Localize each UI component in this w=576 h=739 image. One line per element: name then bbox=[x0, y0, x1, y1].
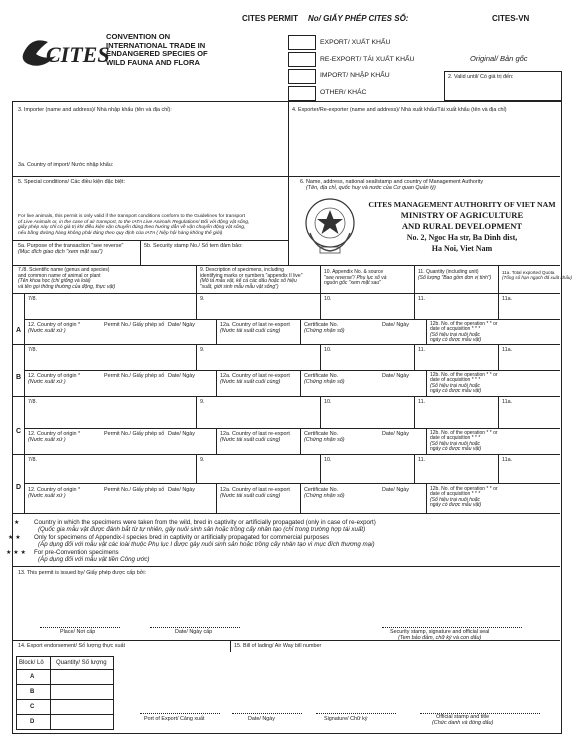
block-field-label: 11a. bbox=[502, 399, 513, 405]
authority-label-vi: (Tên, địa chỉ, quốc huy và nước của Cơ quan Quản lý) bbox=[306, 185, 436, 191]
col10-header: 10. Appendix No. & source "see reverse"/ Phụ lục số và nguồn gốc "xem mặt sau" bbox=[324, 269, 387, 287]
endorse-row-d: D bbox=[30, 719, 35, 725]
original-label: Original/ Bản gốc bbox=[470, 54, 528, 63]
quantity-input-d[interactable] bbox=[52, 716, 110, 728]
block-field-label: 7/8. bbox=[28, 347, 37, 353]
block-letter: B bbox=[16, 374, 22, 381]
other-checkbox[interactable] bbox=[288, 86, 316, 101]
permit-no-label: Permit No./ Giấy phép số bbox=[104, 322, 165, 328]
country-origin-label: 12. Country of origin * (Nước xuất xứ ) bbox=[28, 431, 81, 444]
block-field-label: 10. bbox=[324, 347, 332, 353]
date-label: Date/ Ngày bbox=[168, 431, 195, 437]
issued-by-label: 13. This permit is issued by/ Giấy phép được cấp bởi: bbox=[18, 570, 147, 576]
last-reexport-label: 12a. Country of last re-export (Nước tái xuất cuối cùng) bbox=[220, 487, 290, 500]
country-import-label: 3a. Country of import/ Nước nhập khẩu: bbox=[18, 162, 114, 168]
special-conditions-label: 5. Special conditions/ Các điều kiện đặc biệt: bbox=[18, 179, 125, 185]
date-label: Date/ Ngày bbox=[382, 322, 409, 328]
block-field-label: 7/8. bbox=[28, 457, 37, 463]
block-letter: C bbox=[16, 428, 22, 435]
block-field-label: 11. bbox=[418, 457, 426, 463]
country-origin-label: 12. Country of origin * (Nước xuất xứ ) bbox=[28, 373, 81, 386]
block-column-header: Block/ Lô bbox=[19, 660, 44, 666]
convention-title: CONVENTION ON INTERNATIONAL TRADE IN ENDANGERED SPECIES OF WILD FAUNA AND FLORA bbox=[106, 32, 208, 67]
logo-text: CITES bbox=[46, 42, 110, 67]
permit-number-label: No/ GIẤY PHÉP CITES SỐ: bbox=[308, 14, 409, 23]
bill-lading-label: 15. Bill of lading/ Air Way bill number bbox=[234, 643, 322, 649]
block-letter: A bbox=[16, 327, 22, 334]
block-field-label: 7/8. bbox=[28, 296, 37, 302]
export-endorsement-label: 14. Export endorsement/ Số lượng thực xuất bbox=[18, 643, 125, 649]
certificate-label: Certificate No. (Chứng nhận số) bbox=[304, 431, 345, 444]
block-field-label: 10. bbox=[324, 457, 332, 463]
block-field-label: 11. bbox=[418, 399, 426, 405]
block-field-label: 9. bbox=[200, 399, 205, 405]
cites-vn-label: CITES-VN bbox=[492, 14, 530, 23]
permit-no-label: Permit No./ Giấy phép số bbox=[104, 373, 165, 379]
certificate-label: Certificate No. (Chứng nhận số) bbox=[304, 322, 345, 335]
footnotes: ★ Country in which the specimens were taken from the wild, bred in captivity or artificially propagated (only in case of re-export) (Quốc gia mẫu vật được đánh bắt từ tự nhiên, gây nuôi sinh sản hoặc trồng cấy nhân tạo (chỉ trong trường hợp tái xuất) ★ ★ Only for specimens of Appendix-I species bred in captivity or artificially propagated for commercial purposes (Áp dụng đối với mẫu vật các loài thuộc Phụ lục I được gây nuôi sinh sản hoặc trồng cấy nhân tạo vì mục đích thương mại) ★ ★ ★ For pre-Convention specimens (Áp dụng đối với mẫu vật tiền Công ước) bbox=[6, 519, 376, 564]
quantity-input-a[interactable] bbox=[52, 671, 110, 683]
signature-label: Signature/ Chữ ký bbox=[324, 716, 368, 722]
operation-label: 12b. No. of the operation * * or date of acquisition * * * (Số hiệu trại nuôi hoặc ngày có được mẫu vật) bbox=[430, 430, 498, 453]
national-seal bbox=[302, 193, 358, 257]
purpose-label: 5a. Purpose of the transaction "see reverse" (Mục đích giao dịch "xem mặt sau") bbox=[18, 243, 124, 256]
live-animals-note: For live animals, this permit is only valid if the transport conditions conform to the Guidelines for transport of Live Animals or, in the case of air transport, to the IATA Live Animals Regulations/ Đối với động vật sống, giấy phép này chỉ có giá trị khi điều kiện vận chuyển đúng theo hướng dẫn về vận chuyển động vật sống, nếu bằng đường hàng không phải đúng theo quy định của IATA ( hiệp hội hàng không thế giới) bbox=[18, 214, 250, 236]
exporter-label: 4. Exporter/Re-exporter (name and address)/ Nhà xuất khẩu/Tái xuất khẩu (tên và địa chỉ) bbox=[292, 107, 507, 113]
block-field-label: 9. bbox=[200, 296, 205, 302]
date-label: Date/ Ngày bbox=[168, 487, 195, 493]
export-checkbox[interactable] bbox=[288, 35, 316, 50]
block-field-label: 10. bbox=[324, 296, 332, 302]
port-export-label: Port of Export/ Cảng xuất bbox=[144, 716, 205, 722]
block-field-label: 11a. bbox=[502, 347, 513, 353]
block-field-label: 9. bbox=[200, 457, 205, 463]
quantity-column-header: Quantity/ Số lượng bbox=[56, 660, 107, 666]
quantity-input-b[interactable] bbox=[52, 686, 110, 698]
authority-label: 6. Name, address, national seal/stamp and country of Management Authority bbox=[300, 179, 484, 185]
operation-label: 12b. No. of the operation * * or date of acquisition * * * (Số hiệu trại nuôi hoặc ngày có được mẫu vật) bbox=[430, 321, 498, 344]
block-field-label: 7/8. bbox=[28, 399, 37, 405]
last-reexport-label: 12a. Country of last re-export (Nước tái xuất cuối cùng) bbox=[220, 322, 290, 335]
certificate-label: Certificate No. (Chứng nhận số) bbox=[304, 373, 345, 386]
date-label: Date/ Ngày bbox=[382, 487, 409, 493]
date-label: Date/ Ngày bbox=[382, 373, 409, 379]
operation-label: 12b. No. of the operation * * or date of acquisition * * * (Số hiệu trại nuôi hoặc ngày có được mẫu vật) bbox=[430, 372, 498, 395]
security-stamp-label: 5b. Security stamp No./ Số tem đảm bảo: bbox=[144, 243, 243, 249]
block-field-label: 11a. bbox=[502, 296, 513, 302]
last-reexport-label: 12a. Country of last re-export (Nước tái xuất cuối cùng) bbox=[220, 431, 290, 444]
security-signature-label: Security stamp, signature and official seal (Tem bảo đảm, chữ ký và con dấu) bbox=[390, 629, 490, 642]
import-checkbox[interactable] bbox=[288, 69, 316, 84]
col11a-header: 11a. Total exported Quota (Tổng số hạn ngạch đã xuất khẩu) bbox=[502, 270, 572, 281]
cites-permit-label: CITES PERMIT bbox=[242, 14, 299, 23]
block-field-label: 10. bbox=[324, 399, 332, 405]
endorse-row-c: C bbox=[30, 704, 35, 710]
certificate-label: Certificate No. (Chứng nhận số) bbox=[304, 487, 345, 500]
exporter-field[interactable] bbox=[290, 115, 558, 173]
reexport-checkbox[interactable] bbox=[288, 52, 316, 67]
endorse-row-b: B bbox=[30, 689, 35, 695]
official-stamp-label: Official stamp and title (Chức danh và đóng dấu) bbox=[432, 714, 494, 727]
authority-address: CITES MANAGEMENT AUTHORITY OF VIET NAM MINISTRY OF AGRICULTURE AND RURAL DEVELOPMENT No. 2, Ngoc Ha str, Ba Dinh dist, Ha Noi, Viet Nam bbox=[368, 200, 556, 253]
export-option-label: EXPORT/ XUẤT KHẨU bbox=[320, 39, 391, 46]
col11-header: 11. Quantity (including unit) (Số lượng "Bao gồm đơn vị tính") bbox=[418, 269, 492, 281]
permit-no-label: Permit No./ Giấy phép số bbox=[104, 431, 165, 437]
endorse-row-a: A bbox=[30, 674, 35, 680]
block-field-label: 11a. bbox=[502, 457, 513, 463]
quantity-input-c[interactable] bbox=[52, 701, 110, 713]
issued-by-field[interactable] bbox=[14, 578, 558, 622]
col7-header: 7./8. Scientific name (genus and species) and common name of animal or plant (Tên khoa học (chi giống và loài) và tên gọi thông thường của động, thực vật) bbox=[18, 267, 116, 290]
country-origin-label: 12. Country of origin * (Nước xuất xứ ) bbox=[28, 322, 81, 335]
permit-no-label: Permit No./ Giấy phép số bbox=[104, 487, 165, 493]
other-option-label: OTHER/ KHÁC bbox=[320, 89, 367, 96]
block-field-label: 11. bbox=[418, 296, 426, 302]
cites-logo bbox=[18, 32, 110, 72]
importer-field[interactable] bbox=[14, 115, 286, 157]
block-field-label: 9. bbox=[200, 347, 205, 353]
block-field-label: 11. bbox=[418, 347, 426, 353]
import-option-label: IMPORT/ NHẬP KHẨU bbox=[320, 72, 390, 79]
date-label: Date/ Ngày bbox=[168, 322, 195, 328]
date-label: Date/ Ngày bbox=[168, 373, 195, 379]
country-origin-label: 12. Country of origin * (Nước xuất xứ ) bbox=[28, 487, 81, 500]
valid-until-label: 2. Valid until/ Có giá trị đến: bbox=[448, 74, 514, 80]
reexport-option-label: RE-EXPORT/ TÁI XUẤT KHẨU bbox=[320, 56, 415, 63]
last-reexport-label: 12a. Country of last re-export (Nước tái xuất cuối cùng) bbox=[220, 373, 290, 386]
col9-header: 9. Description of specimens, including identifying marks or numbers "appendix II live" (Mô tả mẫu vật, kể cả các dấu hoặc số hiệu "xuất, giới sinh mẫu mẫu vật sống") bbox=[200, 267, 303, 290]
issue-date-label: Date/ Ngày cấp bbox=[175, 629, 213, 635]
block-letter: D bbox=[16, 484, 22, 491]
operation-label: 12b. No. of the operation * * or date of acquisition * * * (Số hiệu trại nuôi hoặc ngày có được mẫu vật) bbox=[430, 486, 498, 509]
endorse-date-label: Date/ Ngày bbox=[248, 716, 275, 722]
issue-place-label: Place/ Nơi cấp bbox=[60, 629, 96, 635]
date-label: Date/ Ngày bbox=[382, 431, 409, 437]
importer-label: 3. Importer (name and address)/ Nhà nhập khẩu (tên và địa chỉ): bbox=[18, 107, 172, 113]
